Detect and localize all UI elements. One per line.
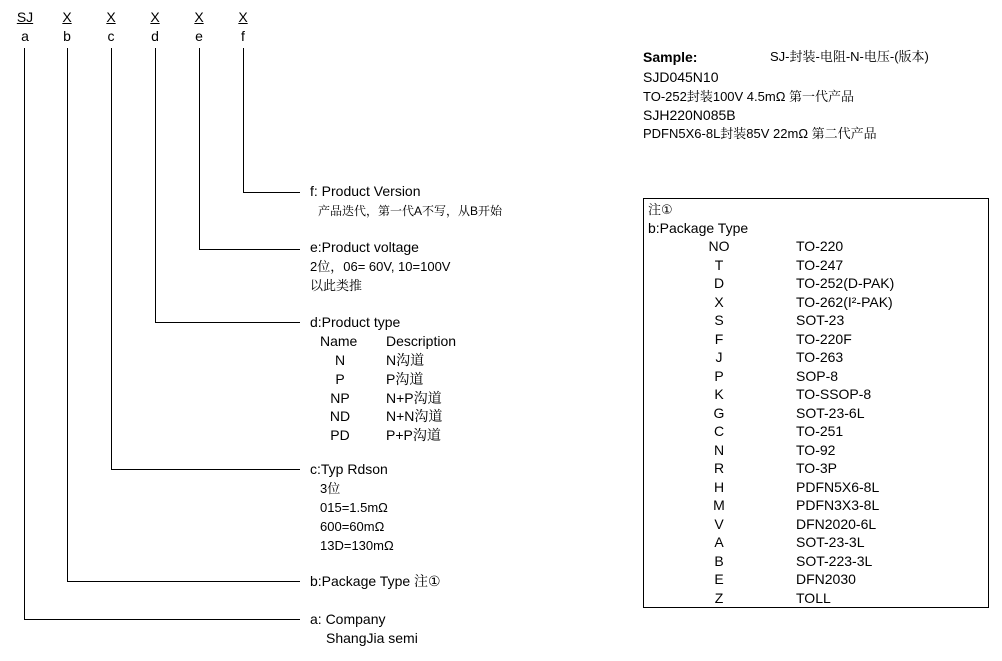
package-name: SOT-223-3L (796, 552, 873, 569)
code-sub-b: b (63, 28, 71, 44)
package-code: Z (714, 589, 724, 606)
package-row (644, 311, 984, 329)
d-header-name: Name (320, 333, 358, 349)
leader-f-vertical (243, 48, 244, 192)
package-name: PDFN3X3-8L (796, 497, 880, 513)
package-name: TO-3P (796, 460, 837, 476)
package-name: SOT-23-3L (796, 534, 865, 550)
package-code: J (715, 349, 723, 365)
code-sub-e: e (195, 28, 203, 44)
code-sub-a: a (21, 28, 29, 44)
sample-line: TO-252封装100V 4.5mΩ 第一代产品 (643, 89, 855, 104)
package-code: P (714, 367, 724, 384)
package-row (644, 552, 984, 570)
package-code: F (714, 330, 724, 347)
d-row-desc: N+N沟道 (386, 408, 443, 424)
d-row-desc: P沟道 (386, 371, 424, 387)
package-name: TO-92 (796, 441, 836, 458)
package-name: TO-247 (796, 256, 844, 273)
package-code: S (714, 312, 724, 328)
package-row (644, 237, 984, 255)
package-name: TOLL (796, 589, 831, 606)
package-code: N (713, 441, 725, 458)
package-row (644, 330, 984, 348)
leader-c-horizontal (111, 469, 300, 470)
c-section-line: 3位 (320, 481, 341, 496)
leader-f-horizontal (243, 192, 300, 193)
package-row (644, 385, 984, 403)
leader-c-vertical (111, 48, 112, 469)
d-row-name: P (335, 371, 345, 387)
package-name: TO-SSOP-8 (796, 386, 872, 402)
leader-d-horizontal (155, 322, 300, 323)
package-name: TO-220 (796, 238, 844, 254)
package-code: G (713, 404, 725, 421)
leader-d-vertical (155, 48, 156, 322)
code-letter-f: X (238, 9, 248, 25)
package-row (644, 422, 984, 440)
e-section-line1: 2位，06= 60V, 10=100V (310, 259, 451, 274)
package-name: TO-252(D-PAK) (796, 275, 895, 291)
package-name: TO-220F (796, 330, 852, 347)
package-row (644, 367, 984, 385)
package-name: TO-263 (796, 349, 844, 365)
code-letter-d: X (150, 9, 160, 25)
package-row (644, 515, 984, 533)
a-section-title: a: Company (310, 611, 386, 627)
sample-line: PDFN5X6-8L封装85V 22mΩ 第二代产品 (643, 126, 877, 141)
d-row-name: N (334, 352, 346, 368)
package-row (644, 459, 984, 477)
leader-b-horizontal (67, 581, 300, 582)
package-row (644, 293, 984, 311)
c-section-line: 13D=130mΩ (320, 538, 394, 553)
sample-format: SJ-封装-电阻-N-电压-(版本) (770, 49, 929, 64)
package-row (644, 496, 984, 514)
package-code: D (713, 275, 725, 291)
leader-e-horizontal (199, 249, 300, 250)
package-code: T (714, 256, 724, 273)
e-section-line2: 以此类推 (310, 278, 363, 293)
c-section-line: 600=60mΩ (320, 519, 385, 534)
c-section-line: 015=1.5mΩ (320, 500, 388, 515)
package-row (644, 404, 984, 422)
package-table-title: b:Package Type (648, 220, 749, 236)
package-name: DFN2030 (796, 571, 856, 587)
d-row-desc: N+P沟道 (386, 390, 442, 406)
d-section-title: d:Product type (310, 314, 401, 330)
code-letter-b: X (62, 9, 72, 25)
d-row-desc: P+P沟道 (386, 427, 441, 443)
package-code: C (713, 423, 725, 439)
d-row-name: ND (329, 408, 351, 424)
leader-a-vertical (24, 48, 25, 619)
package-row (644, 256, 984, 274)
code-letter-a: SJ (16, 9, 34, 25)
b-section-title: b:Package Type 注① (310, 573, 441, 589)
package-code: V (714, 515, 724, 532)
code-sub-c: c (107, 28, 115, 44)
package-row (644, 274, 984, 292)
package-row (644, 533, 984, 551)
sample-line: SJD045N10 (643, 69, 719, 85)
package-name: SOT-23-6L (796, 404, 865, 421)
e-section-title: e:Product voltage (310, 239, 419, 255)
package-row (644, 478, 984, 496)
package-type-table (643, 198, 989, 608)
package-name: DFN2020-6L (796, 515, 877, 532)
package-name: TO-262(I²-PAK) (796, 293, 893, 310)
d-header-desc: Description (386, 333, 457, 349)
package-code: X (714, 293, 724, 310)
package-row (644, 441, 984, 459)
package-row (644, 570, 984, 588)
d-row-name: PD (330, 427, 350, 443)
package-name: SOT-23 (796, 312, 845, 328)
sample-line: SJH220N085B (643, 107, 736, 123)
f-section-title: f: Product Version (310, 183, 421, 199)
d-row-desc: N沟道 (386, 352, 425, 368)
package-row (644, 348, 984, 366)
package-code: E (714, 571, 724, 587)
code-sub-f: f (241, 28, 245, 44)
f-section-desc: 产品迭代，第一代A不写，从B开始 (318, 204, 503, 218)
package-name: TO-251 (796, 423, 844, 439)
leader-e-vertical (199, 48, 200, 249)
package-code: H (713, 478, 725, 495)
package-name: SOP-8 (796, 367, 839, 384)
sample-label: Sample: (643, 49, 698, 65)
leader-b-vertical (67, 48, 68, 581)
d-row-name: NP (330, 390, 350, 406)
package-name: PDFN5X6-8L (796, 478, 880, 495)
package-code: K (714, 386, 724, 402)
package-code: A (714, 534, 724, 550)
package-code: NO (708, 238, 730, 254)
c-section-title: c:Typ Rdson (310, 461, 388, 477)
code-letter-c: X (106, 9, 116, 25)
package-row (644, 589, 984, 607)
code-sub-d: d (151, 28, 159, 44)
a-section-name: ShangJia semi (326, 630, 418, 646)
leader-a-horizontal (24, 619, 300, 620)
code-letter-e: X (194, 9, 204, 25)
package-code: B (714, 552, 724, 569)
package-code: M (713, 497, 725, 513)
package-code: R (713, 460, 725, 476)
package-table-note: 注① (648, 202, 673, 217)
